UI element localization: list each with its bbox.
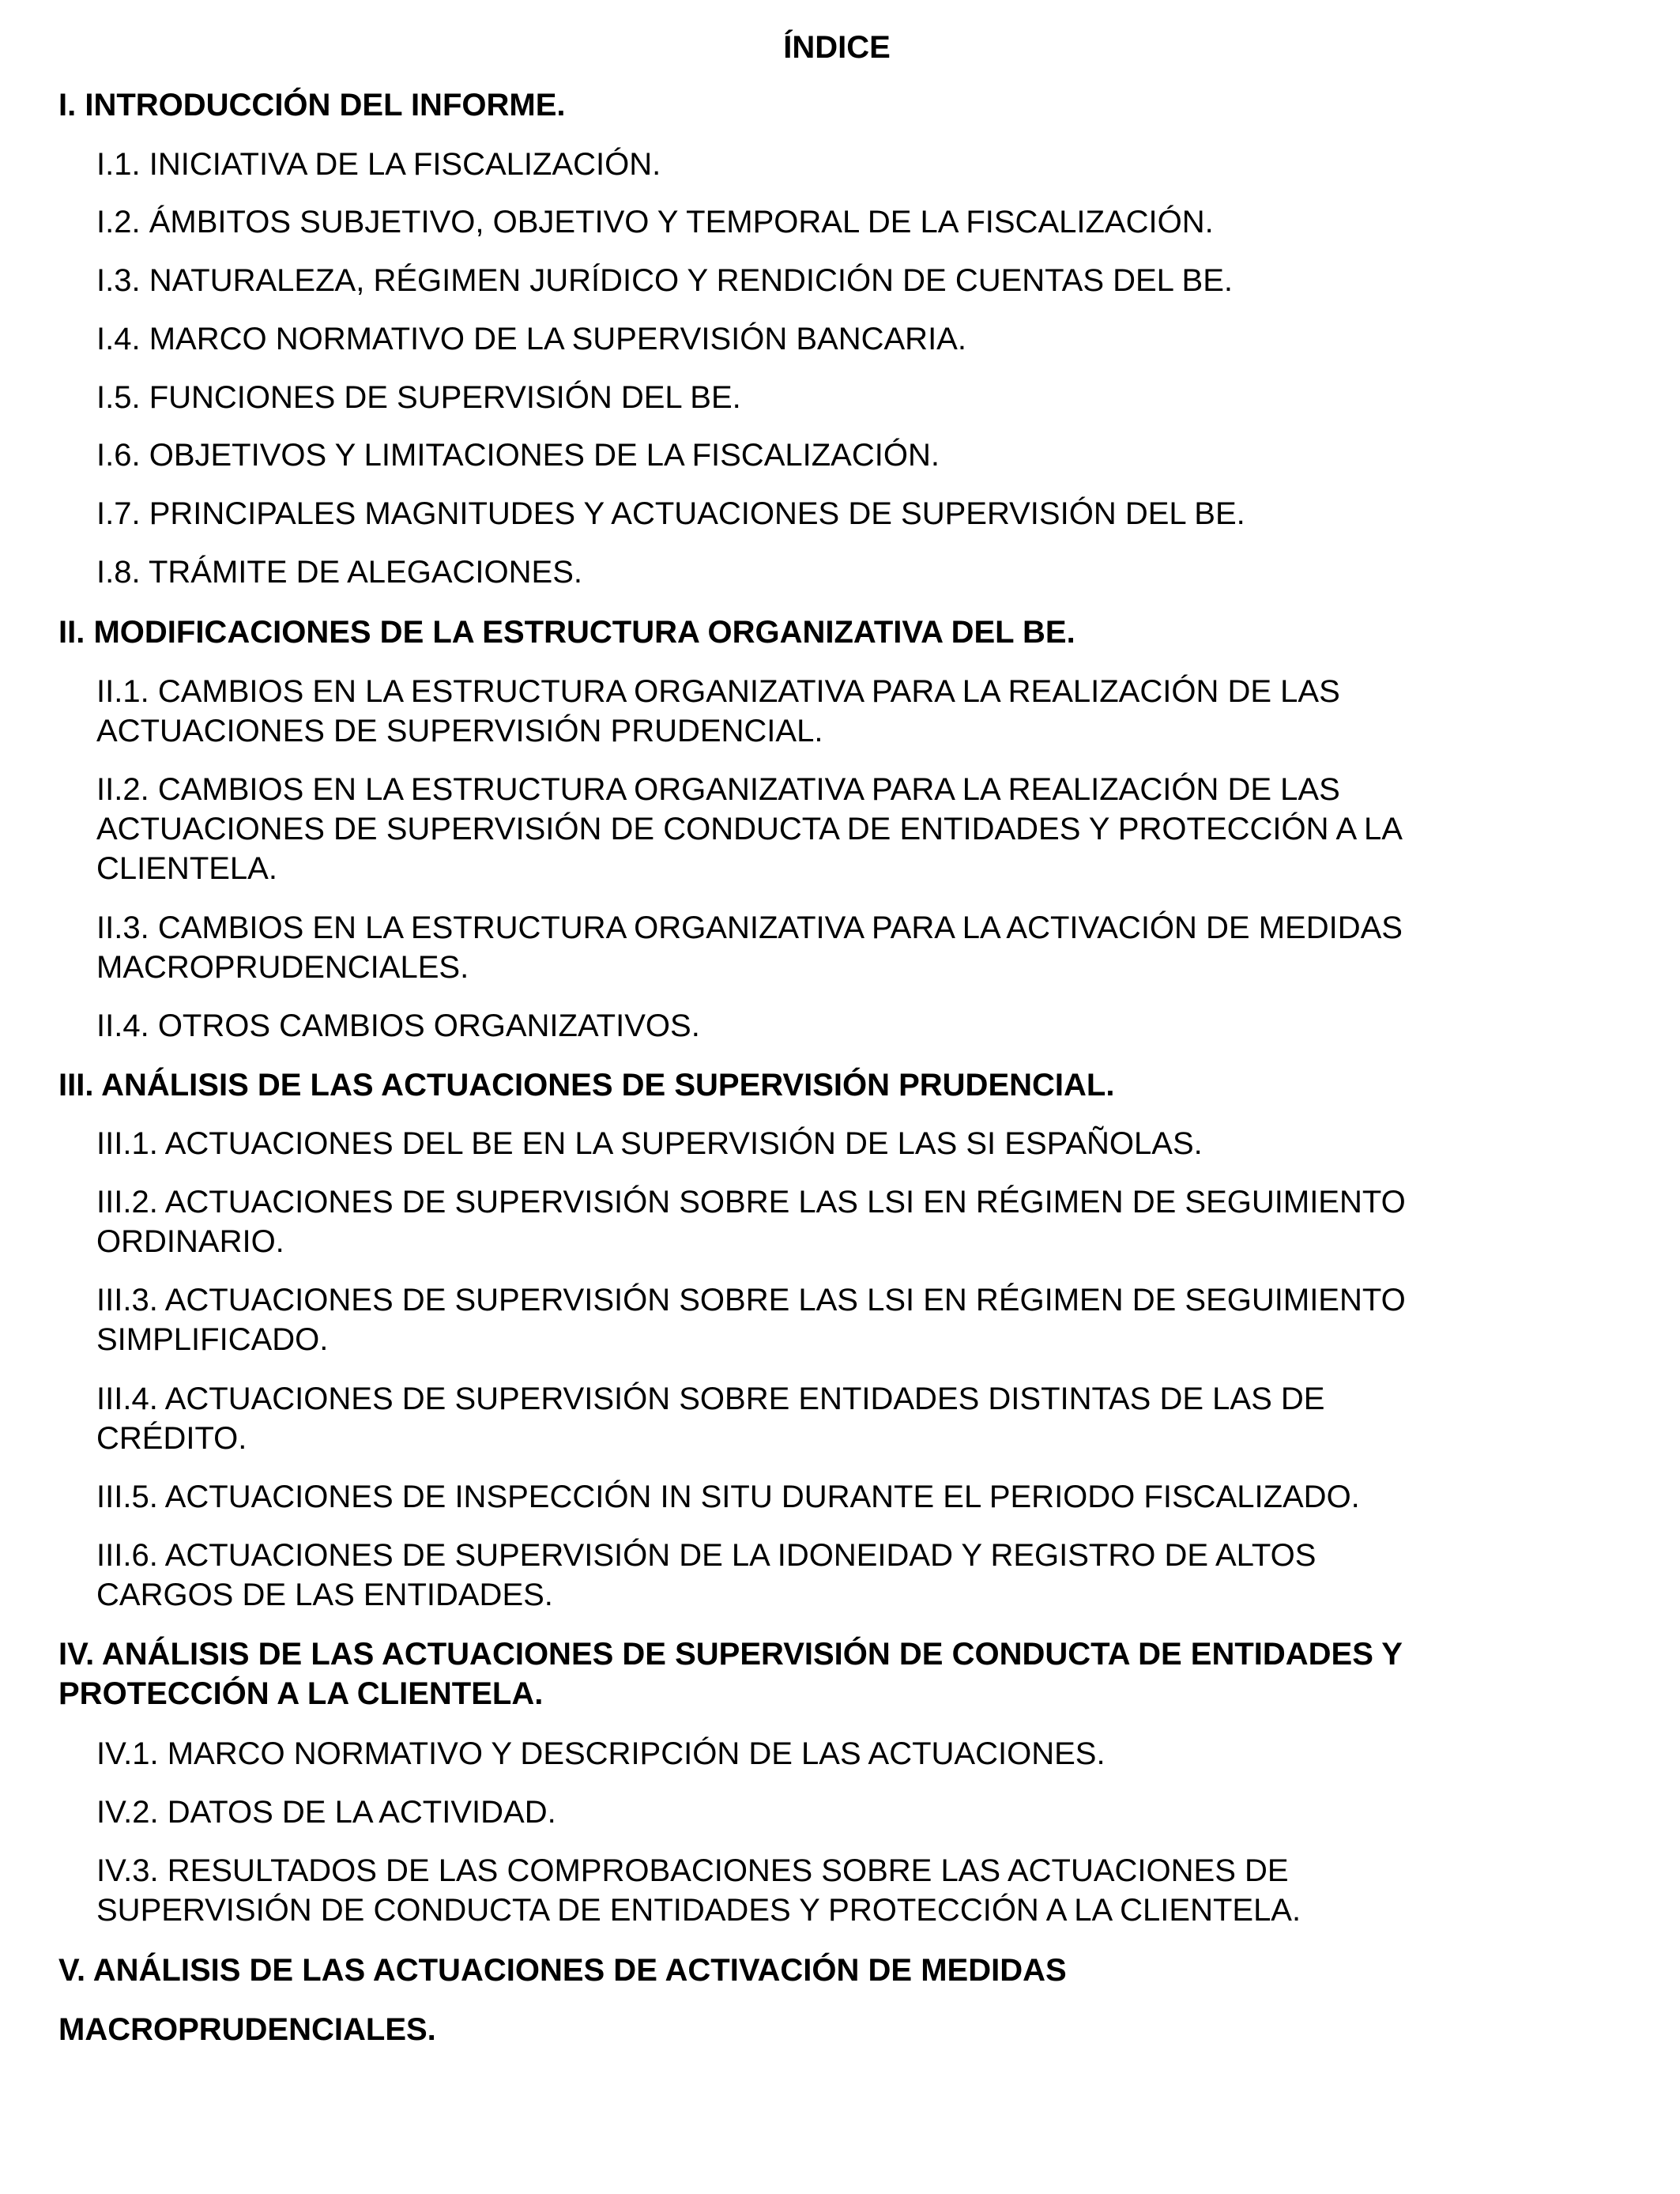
toc-item-4-1: IV.1. MARCO NORMATIVO Y DESCRIPCIÓN DE LAS ACTUACIONES. [96, 1736, 1106, 1771]
section-heading-4: IV. ANÁLISIS DE LAS ACTUACIONES DE SUPERVISIÓN DE CONDUCTA DE ENTIDADES Y [58, 1637, 1403, 1672]
toc-item-2-2-cont2: CLIENTELA. [96, 851, 277, 886]
section-heading-5-cont: MACROPRUDENCIALES. [58, 2012, 436, 2047]
section-heading-5: V. ANÁLISIS DE LAS ACTUACIONES DE ACTIVACIÓN DE MEDIDAS [58, 1953, 1067, 1988]
toc-item-1-4: I.4. MARCO NORMATIVO DE LA SUPERVISIÓN BANCARIA. [96, 322, 966, 356]
toc-item-3-3-cont: SIMPLIFICADO. [96, 1322, 329, 1357]
toc-item-1-5: I.5. FUNCIONES DE SUPERVISIÓN DEL BE. [96, 380, 741, 415]
toc-item-1-2: I.2. ÁMBITOS SUBJETIVO, OBJETIVO Y TEMPORAL DE LA FISCALIZACIÓN. [96, 205, 1214, 239]
section-heading-3: III. ANÁLISIS DE LAS ACTUACIONES DE SUPERVISIÓN PRUDENCIAL. [58, 1068, 1115, 1103]
toc-item-1-3: I.3. NATURALEZA, RÉGIMEN JURÍDICO Y RENDICIÓN DE CUENTAS DEL BE. [96, 263, 1234, 298]
toc-item-1-6: I.6. OBJETIVOS Y LIMITACIONES DE LA FISCALIZACIÓN. [96, 438, 940, 473]
toc-item-2-1: II.1. CAMBIOS EN LA ESTRUCTURA ORGANIZATIVA PARA LA REALIZACIÓN DE LAS [96, 674, 1340, 709]
toc-item-2-4: II.4. OTROS CAMBIOS ORGANIZATIVOS. [96, 1008, 700, 1043]
toc-item-3-2-cont: ORDINARIO. [96, 1224, 284, 1259]
toc-item-3-4-cont: CRÉDITO. [96, 1421, 247, 1456]
toc-item-3-5: III.5. ACTUACIONES DE INSPECCIÓN IN SITU DURANTE EL PERIODO FISCALIZADO. [96, 1480, 1360, 1514]
toc-item-2-3-cont: MACROPRUDENCIALES. [96, 950, 469, 985]
toc-item-4-3-cont: SUPERVISIÓN DE CONDUCTA DE ENTIDADES Y PROTECCIÓN A LA CLIENTELA. [96, 1893, 1301, 1928]
toc-item-3-3: III.3. ACTUACIONES DE SUPERVISIÓN SOBRE LAS LSI EN RÉGIMEN DE SEGUIMIENTO [96, 1283, 1406, 1318]
toc-item-3-2: III.2. ACTUACIONES DE SUPERVISIÓN SOBRE LAS LSI EN RÉGIMEN DE SEGUIMIENTO [96, 1185, 1406, 1220]
toc-item-3-6-cont: CARGOS DE LAS ENTIDADES. [96, 1578, 553, 1612]
toc-item-1-8: I.8. TRÁMITE DE ALEGACIONES. [96, 555, 582, 590]
toc-item-1-1: I.1. INICIATIVA DE LA FISCALIZACIÓN. [96, 147, 661, 182]
page-title: ÍNDICE [783, 30, 891, 65]
section-heading-1: I. INTRODUCCIÓN DEL INFORME. [58, 88, 566, 123]
toc-item-1-7: I.7. PRINCIPALES MAGNITUDES Y ACTUACIONES DE SUPERVISIÓN DEL BE. [96, 496, 1245, 531]
toc-item-4-2: IV.2. DATOS DE LA ACTIVIDAD. [96, 1795, 556, 1830]
toc-item-3-6: III.6. ACTUACIONES DE SUPERVISIÓN DE LA IDONEIDAD Y REGISTRO DE ALTOS [96, 1538, 1317, 1573]
toc-item-2-1-cont: ACTUACIONES DE SUPERVISIÓN PRUDENCIAL. [96, 714, 823, 748]
toc-item-2-2: II.2. CAMBIOS EN LA ESTRUCTURA ORGANIZATIVA PARA LA REALIZACIÓN DE LAS [96, 772, 1340, 807]
section-heading-2: II. MODIFICACIONES DE LA ESTRUCTURA ORGANIZATIVA DEL BE. [58, 615, 1075, 650]
toc-item-2-3: II.3. CAMBIOS EN LA ESTRUCTURA ORGANIZATIVA PARA LA ACTIVACIÓN DE MEDIDAS [96, 910, 1403, 945]
toc-item-3-1: III.1. ACTUACIONES DEL BE EN LA SUPERVISIÓN DE LAS SI ESPAÑOLAS. [96, 1126, 1203, 1161]
toc-item-2-2-cont: ACTUACIONES DE SUPERVISIÓN DE CONDUCTA DE ENTIDADES Y PROTECCIÓN A LA [96, 812, 1403, 846]
toc-item-3-4: III.4. ACTUACIONES DE SUPERVISIÓN SOBRE ENTIDADES DISTINTAS DE LAS DE [96, 1382, 1325, 1416]
section-heading-4-cont: PROTECCIÓN A LA CLIENTELA. [58, 1676, 544, 1711]
toc-item-4-3: IV.3. RESULTADOS DE LAS COMPROBACIONES SOBRE LAS ACTUACIONES DE [96, 1853, 1289, 1888]
